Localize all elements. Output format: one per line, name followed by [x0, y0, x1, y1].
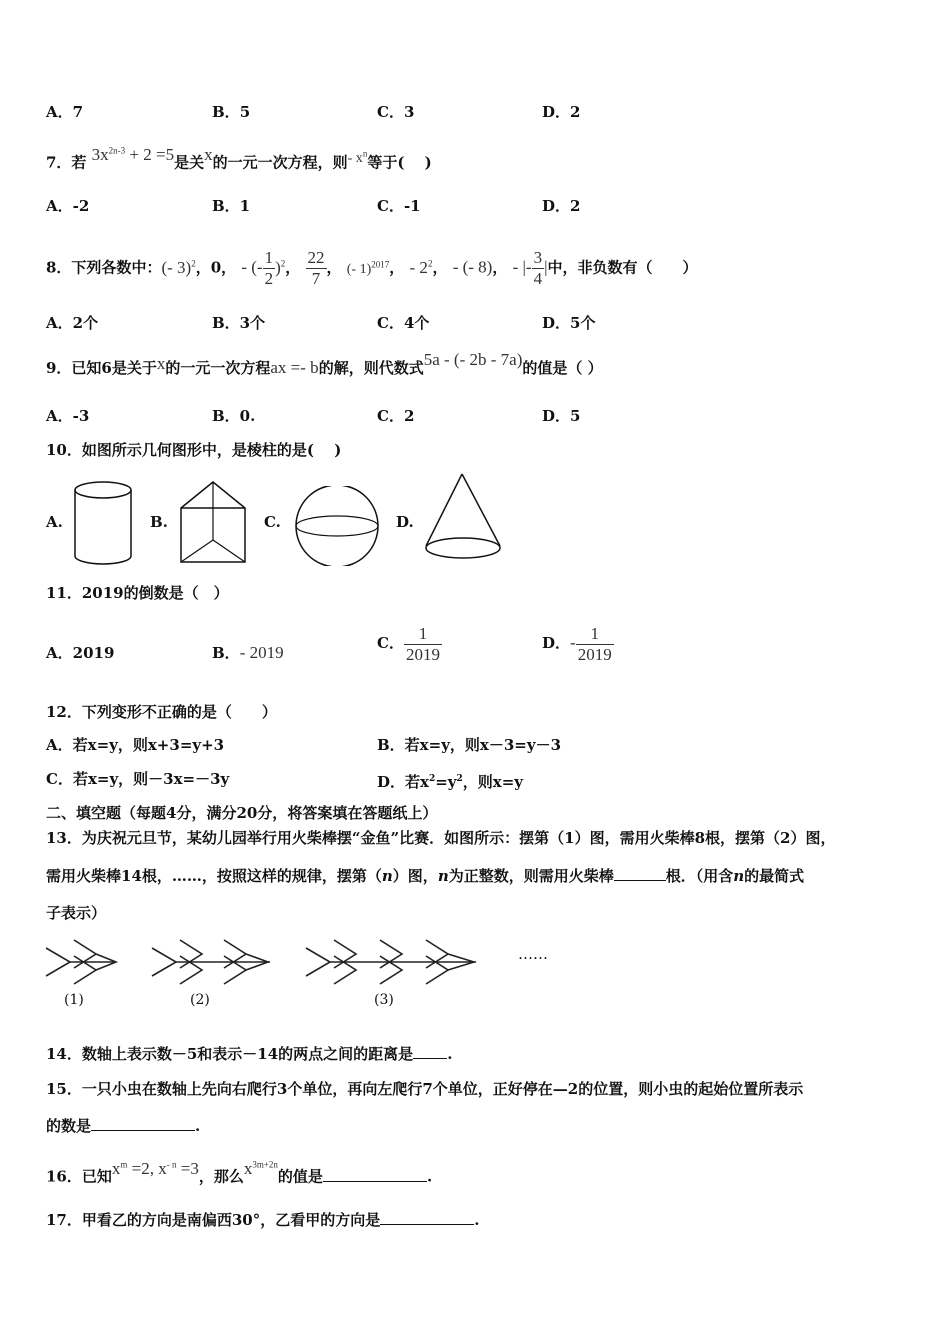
fig-label-1: (1)	[64, 992, 84, 1008]
q7-question: 7．若 $3x^{2n-3} + 2 =5$是关x的一元一次方程，则- $x^n$等于( )	[46, 144, 432, 172]
q10-question: 10．如图所示几何图形中，是棱柱的是( )	[46, 441, 342, 459]
q6-option-a: A．7	[46, 103, 84, 121]
q9-option-b: B．0.	[212, 407, 256, 425]
q12-option-d: D．若$x^2=y^2$，则x=y	[377, 773, 524, 791]
fig-label-2: (2)	[190, 992, 210, 1008]
q9-option-c: C．2	[377, 407, 415, 425]
continuation-dots: ……	[518, 945, 548, 963]
triangular-prism-figure	[176, 478, 250, 568]
sphere-figure	[292, 486, 382, 566]
q10-label-b: B.	[150, 513, 168, 531]
q11-option-c: C． $\frac{1}{2019}$	[377, 623, 440, 664]
q11-option-b: B．- 2019	[212, 643, 284, 662]
q13-line-2: 需用火柴棒14根，……，按照这样的规律，摆第（n）图，n为正整数，则需用火柴棒 根．（用含n的最简式	[46, 867, 805, 885]
q12-option-b: B．若x=y，则x－3=y－3	[377, 736, 562, 754]
q8-option-a: A．2个	[46, 314, 99, 332]
q11-option-d: D．- $\frac{1}{2019}$	[542, 623, 612, 664]
q6-option-d: D．2	[542, 103, 581, 121]
q11-question: 11．2019的倒数是（ ）	[46, 584, 229, 602]
q7-option-d: D．2	[542, 197, 581, 215]
q16-answer-blank[interactable]	[323, 1167, 427, 1182]
q12-option-a: A．若x=y，则x+3=y+3	[46, 736, 225, 754]
q9-question: 9．已知6是关于x的一元一次方程ax =- b的解，则代数式5a - (- 2b - 7a)的值是（ ）	[46, 350, 603, 377]
q17-answer-blank[interactable]	[380, 1210, 474, 1225]
q15-line-2: 的数是 .	[46, 1117, 201, 1135]
q11-option-a: A．2019	[46, 644, 115, 662]
q8-option-c: C．4个	[377, 314, 430, 332]
q14-question: 14．数轴上表示数－5和表示－14的两点之间的距离是 .	[46, 1045, 453, 1063]
q8-question: 8．下列各数中：(- 3)$^2$，0， - (- $\frac{1}{2}$ )$^2$， $\frac{22}{7}$ ， (- 1)$^{2017}$， - $2^2$， - (- 8)， - |- $\frac{3}{4}$ |中，非负数有（ ）	[46, 248, 698, 289]
q13-answer-blank[interactable]	[614, 866, 666, 881]
q9-option-a: A．-3	[46, 407, 90, 425]
q12-option-c: C．若x=y，则－3x=－3y	[46, 770, 230, 788]
q8-option-b: B．3个	[212, 314, 266, 332]
cylinder-figure	[70, 478, 136, 568]
matchstick-fish-2	[150, 936, 274, 988]
q15-line-1: 15．一只小虫在数轴上先向右爬行3个单位，再向左爬行7个单位，正好停在—2的位置，则小虫的起始位置所表示	[46, 1080, 804, 1098]
section-heading-fill-in: 二、填空题（每题4分，满分20分，将答案填在答题纸上）	[46, 804, 438, 822]
q12-question: 12．下列变形不正确的是（ ）	[46, 703, 277, 721]
q6-option-b: B．5	[212, 103, 251, 121]
q10-label-a: A.	[46, 513, 63, 531]
q13-line-3: 子表示）	[46, 904, 107, 922]
q6-option-c: C．3	[377, 103, 415, 121]
q7-option-c: C．-1	[377, 197, 421, 215]
cone-figure	[422, 470, 504, 566]
q14-answer-blank[interactable]	[413, 1044, 447, 1059]
q15-answer-blank[interactable]	[91, 1116, 195, 1131]
q16-question: 16．已知$x^m =2$, $x^{- n} =3$，那么$x^{3m+2n}$的值是 .	[46, 1158, 433, 1186]
fig-label-3: (3)	[374, 992, 394, 1008]
matchstick-fish-3	[304, 936, 480, 988]
q17-question: 17．甲看乙的方向是南偏西30°，乙看甲的方向是 .	[46, 1211, 480, 1229]
q9-option-d: D．5	[542, 407, 581, 425]
matchstick-fish-1	[44, 936, 124, 988]
q7-option-b: B．1	[212, 197, 251, 215]
q10-label-d: D.	[396, 513, 414, 531]
q8-option-d: D．5个	[542, 314, 596, 332]
q10-label-c: C.	[264, 513, 281, 531]
q13-line-1: 13．为庆祝元旦节，某幼儿园举行用火柴棒摆“金鱼”比赛．如图所示：摆第（1）图，需用火柴棒8根，摆第（2）图，	[46, 829, 836, 847]
q7-option-a: A．-2	[46, 197, 90, 215]
